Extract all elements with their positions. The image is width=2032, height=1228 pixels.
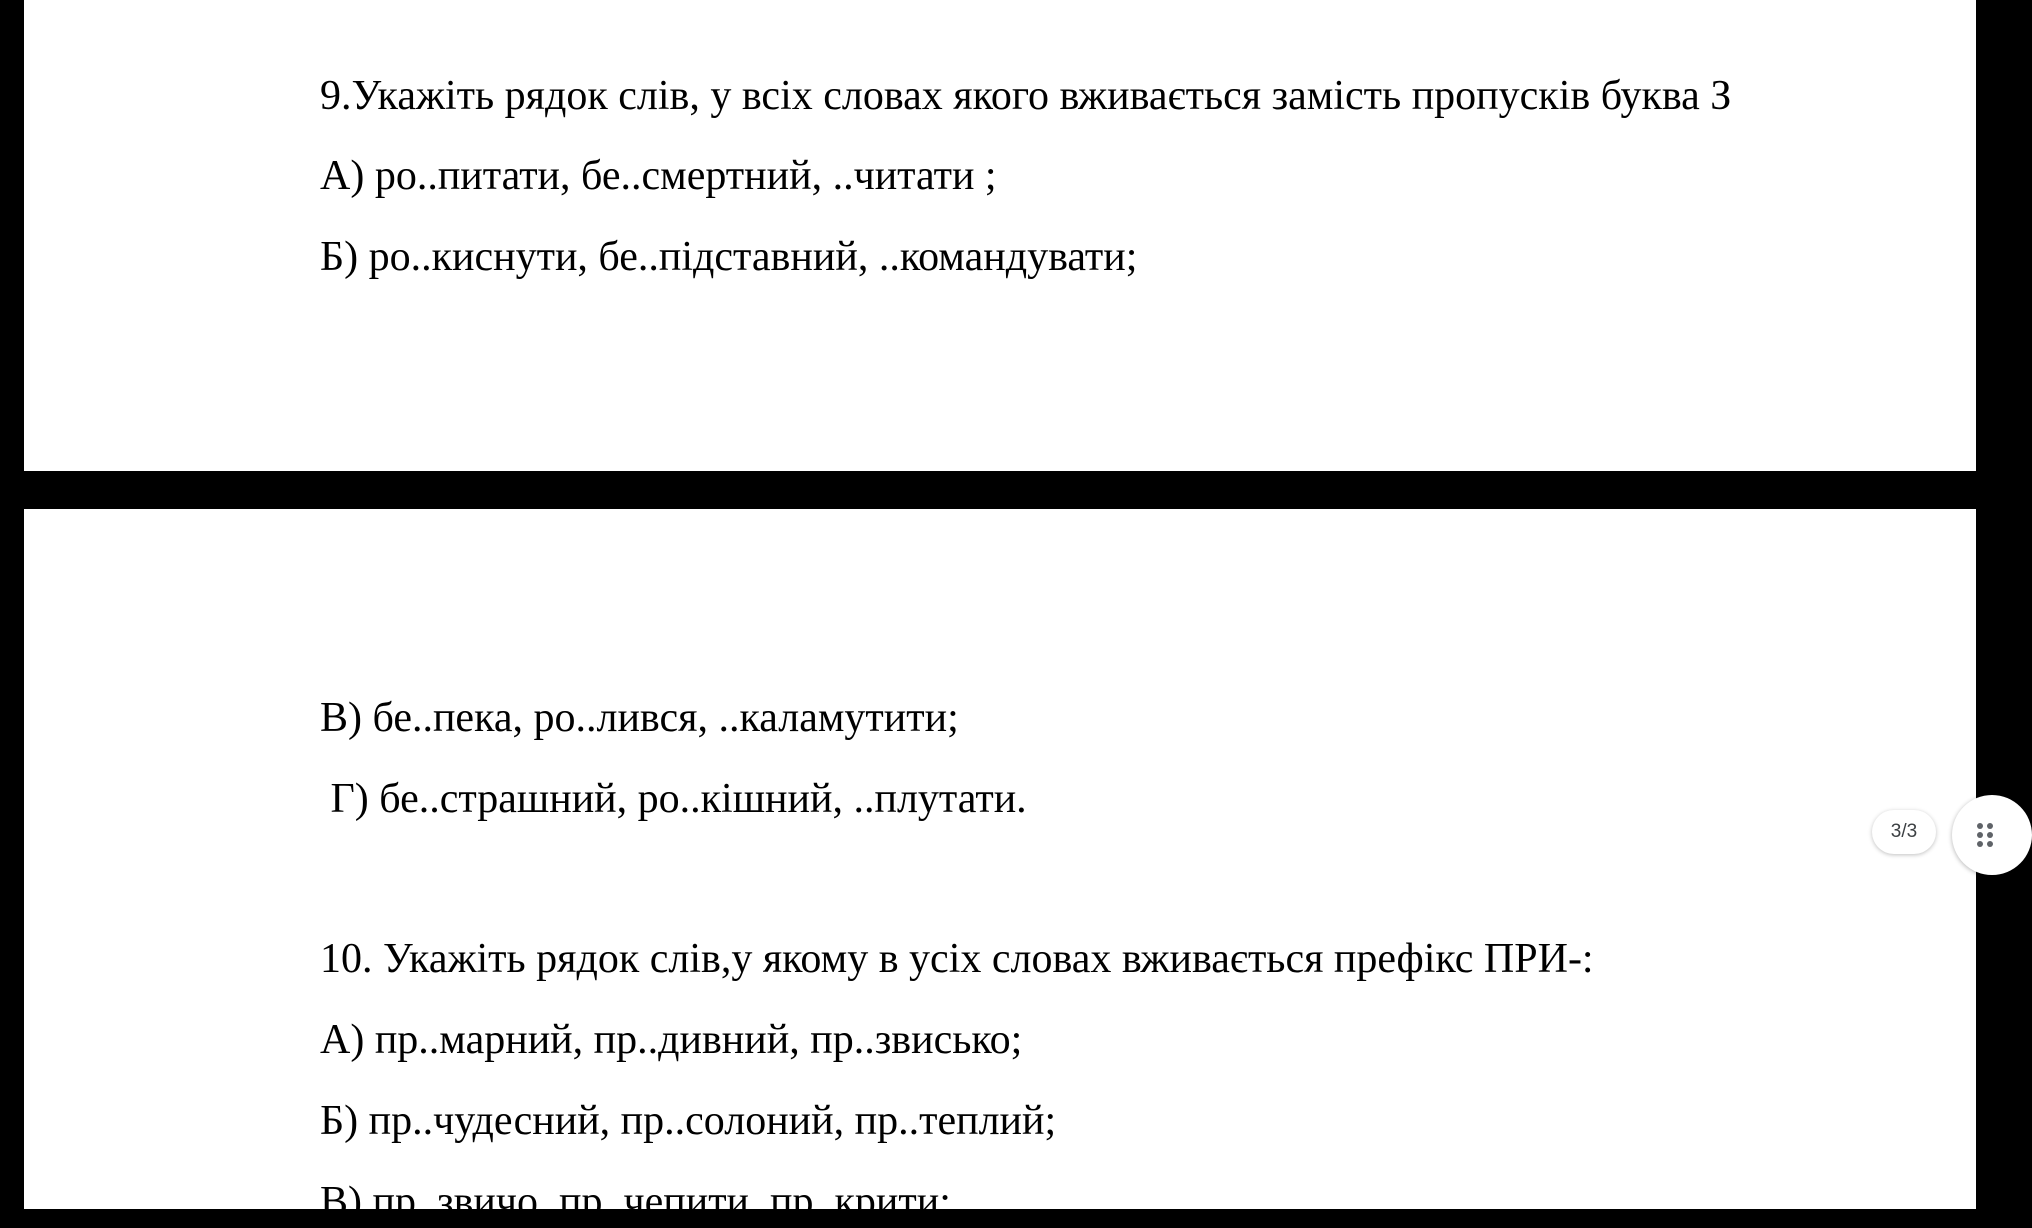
document-page xyxy=(24,509,1976,1225)
question-10-option-v: В) пр..звичо, пр..чепити, пр..крити; xyxy=(320,1179,951,1225)
question-9-option-b: Б) ро..киснути, бе..підставний, ..командувати; xyxy=(320,234,1138,280)
question-10-option-a: А) пр..марний, пр..дивний, пр..звисько; xyxy=(320,1017,1023,1063)
question-10-prompt: 10. Укажіть рядок слів,у якому в усіх словах вживається префікс ПРИ-: xyxy=(320,936,1594,982)
drag-handle-button[interactable] xyxy=(1952,795,2032,875)
question-9-option-g: Г) бе..страшний, ро..кішний, ..плутати. xyxy=(320,776,1027,822)
question-9-prompt: 9.Укажіть рядок слів, у всіх словах якого вживається замість пропусків буква З xyxy=(320,73,1732,119)
document-page xyxy=(24,0,1976,471)
question-10-option-b: Б) пр..чудесний, пр..солоний, пр..теплий; xyxy=(320,1098,1057,1144)
page-counter: 3/3 xyxy=(1872,810,1936,854)
question-9-option-v: В) бе..пека, ро..лився, ..каламутити; xyxy=(320,695,959,741)
question-9-option-a: А) ро..питати, бе..смертний, ..читати ; xyxy=(320,153,997,199)
drag-handle-icon xyxy=(1976,822,1996,848)
